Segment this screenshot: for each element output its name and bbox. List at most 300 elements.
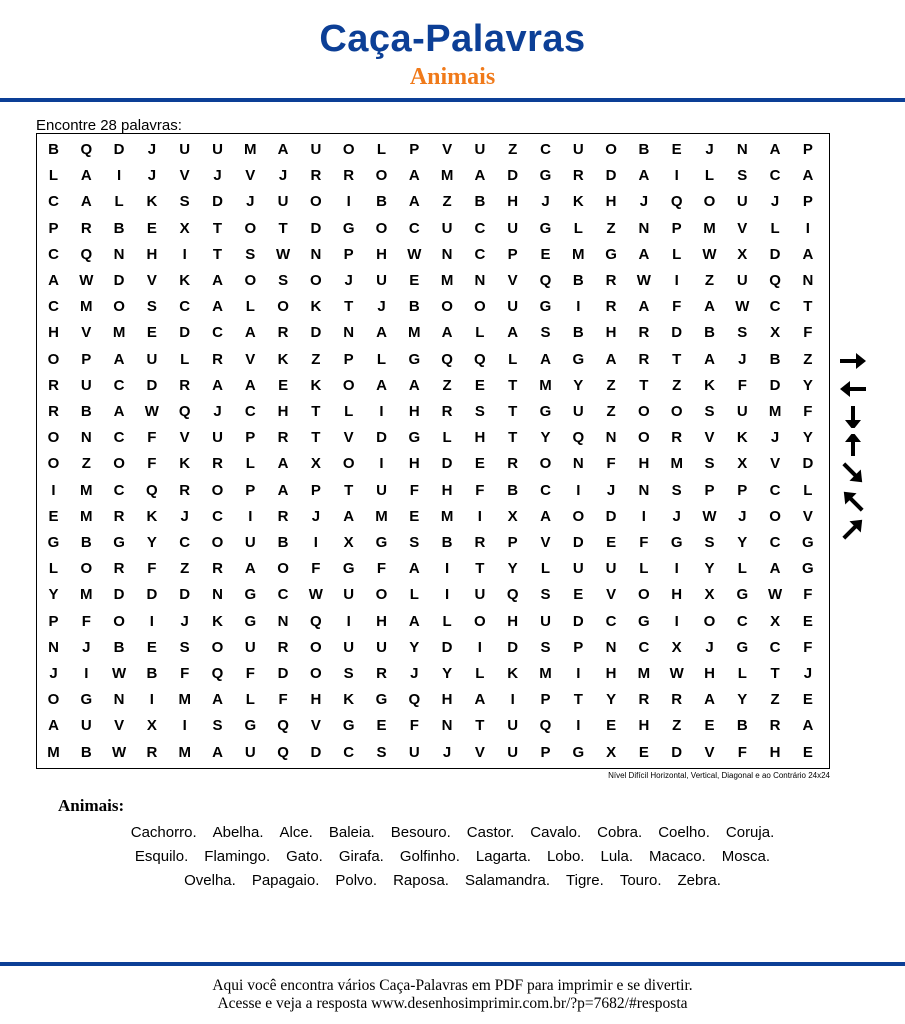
grid-letter: N [212,586,223,604]
grid-row [37,294,829,320]
grid-letter: G [80,691,93,709]
grid-letter: T [508,403,518,420]
grid-letter: A [212,298,223,316]
grid-letter: N [441,717,453,735]
word-item: Touro. [619,872,662,889]
grid-letter: I [576,298,581,316]
grid-letter: Y [606,691,617,709]
grid-letter: J [442,743,452,761]
grid-row [37,216,829,242]
grid-letter: R [146,743,158,761]
grid-letter: D [376,429,387,447]
grid-letter: X [310,455,321,473]
grid-row [37,530,829,556]
word-search-grid [36,133,830,769]
grid-letter: H [441,691,453,709]
grid-letter: R [441,403,453,420]
grid-letter: T [508,429,518,447]
grid-letter: Z [442,376,452,394]
grid-letter: G [736,638,749,656]
grid-letter: I [477,507,482,525]
grid-letter: O [539,455,552,473]
grid-letter: L [540,560,551,578]
grid-letter: K [212,612,223,630]
grid-letter: S [704,403,715,420]
grid-letter: U [376,272,387,289]
grid-letter: R [113,560,125,578]
grid-letter: D [441,455,453,473]
grid-letter: C [179,298,191,316]
grid-letter: O [310,665,322,682]
grid-letter: A [48,717,59,735]
grid-letter: D [179,324,191,342]
grid-letter: R [638,324,650,342]
grid-letter: M [47,743,60,761]
grid-letter: M [703,219,716,237]
grid-letter: A [638,245,650,263]
grid-letter: Z [606,219,616,237]
grid-letter: R [212,560,223,578]
grid-letter: O [244,219,257,237]
grid-letter: N [605,638,617,656]
grid-letter: L [704,167,715,185]
grid-letter: E [376,717,387,735]
grid-letter: K [179,272,191,289]
grid-letter: A [507,324,519,342]
grid-letter: N [277,612,289,630]
footer-line-2: Acesse e veja a resposta www.desenhosimprimir.com.br/?p=7682/#resposta [217,995,688,1012]
grid-letter: J [246,193,255,211]
grid-letter: B [277,534,289,551]
grid-letter: U [80,376,92,394]
grid-letter: O [375,167,388,185]
grid-letter: A [408,612,420,630]
grid-letter: Y [409,638,420,656]
grid-letter: P [409,141,420,158]
grid-letter: U [80,717,92,735]
grid-letter: F [409,717,419,735]
grid-letter: A [802,717,814,735]
grid-letter: C [474,219,486,237]
grid-letter: P [737,481,748,499]
grid-letter: D [113,586,125,604]
grid-letter: B [408,298,420,316]
grid-letter: E [540,245,551,263]
grid-letter: I [674,272,679,289]
grid-letter: O [80,560,93,578]
word-list-line-1 [0,824,905,841]
grid-letter: I [576,481,581,499]
grid-row [37,556,829,582]
grid-letter: B [376,193,387,211]
grid-letter: A [408,193,420,211]
grid-letter: Y [442,665,453,682]
grid-letter: I [641,507,646,525]
arrow-right-icon [836,350,870,372]
grid-letter: G [539,403,552,420]
grid-letter: U [244,534,256,551]
grid-letter: V [540,534,551,551]
grid-letter: G [572,743,585,761]
grid-letter: Q [539,272,552,289]
grid-letter: W [407,245,422,263]
grid-letter: Q [310,612,322,630]
arrow-down-right-icon [836,462,870,484]
grid-letter: V [81,324,92,342]
grid-letter: C [113,429,125,447]
grid-letter: U [736,272,748,289]
grid-row [37,320,829,346]
grid-letter: J [738,350,747,368]
word-item: Besouro. [390,824,451,841]
grid-letter: L [737,665,747,682]
grid-letter: A [704,350,715,368]
grid-letter: S [737,324,748,342]
grid-letter: V [343,429,354,447]
grid-letter: Z [672,376,682,394]
grid-letter: A [605,350,617,368]
grid-letter: R [376,665,387,682]
grid-letter: U [441,219,453,237]
grid-letter: J [705,638,714,656]
grid-letter: V [146,272,157,289]
grid-letter: S [343,665,354,682]
grid-letter: B [80,534,92,551]
word-item: Girafa. [338,848,384,865]
grid-letter: W [768,586,783,604]
grid-letter: R [671,691,683,709]
grid-letter: V [704,429,715,447]
word-item: Macaco. [649,848,706,865]
grid-letter: M [80,298,93,316]
grid-letter: W [112,665,127,682]
grid-letter: D [605,167,617,185]
grid-letter: A [212,272,223,289]
grid-letter: S [474,403,485,420]
grid-letter: A [277,481,289,499]
grid-letter: L [48,560,59,578]
grid-row [37,425,829,451]
grid-letter: D [146,376,158,394]
grid-letter: D [310,324,322,342]
grid-letter: E [474,376,485,394]
grid-letter: G [342,219,355,237]
grid-letter: A [48,272,59,289]
grid-letter: O [113,612,125,630]
grid-letter: H [277,403,289,420]
word-list-heading: Animais: [58,796,125,815]
grid-letter: A [704,298,715,316]
grid-letter: U [179,141,191,158]
grid-letter: R [638,691,650,709]
grid-row [37,635,829,661]
grid-letter: K [572,193,584,211]
grid-letter: L [114,193,124,211]
grid-letter: N [638,481,650,499]
grid-letter: E [704,717,715,735]
grid-letter: R [343,167,355,185]
grid-letter: M [637,665,651,682]
grid-letter: L [245,455,255,473]
grid-letter: E [606,717,617,735]
grid-letter: X [770,612,781,630]
grid-letter: M [539,665,552,682]
grid-letter: O [47,691,60,709]
grid-row [37,163,829,189]
grid-letter: H [704,665,715,682]
grid-letter: F [180,665,190,682]
grid-letter: Q [539,717,552,735]
grid-letter: Z [803,350,813,368]
grid-letter: U [408,743,420,761]
grid-letter: A [441,324,453,342]
word-item: Golfinho. [399,848,460,865]
grid-letter: R [277,429,289,447]
grid-row [37,242,829,268]
grid-letter: I [379,403,384,420]
grid-letter: O [342,455,355,473]
grid-row [37,609,829,635]
grid-letter: U [507,298,519,316]
grid-letter: G [342,560,355,578]
grid-row [37,504,829,530]
grid-letter: F [803,324,813,342]
grid-letter: I [313,534,318,551]
grid-letter: E [802,743,813,761]
grid-letter: G [244,586,257,604]
grid-letter: F [311,560,321,578]
grid-letter: X [343,534,354,551]
grid-letter: O [47,455,60,473]
grid-letter: Q [474,350,486,368]
grid-letter: M [244,141,257,158]
grid-letter: D [769,245,781,263]
grid-letter: P [802,193,813,211]
grid-letter: I [117,167,122,185]
grid-letter: A [474,167,486,185]
grid-letter: V [606,586,617,604]
grid-letter: I [182,717,187,735]
grid-letter: T [508,376,518,394]
grid-letter: J [213,167,222,185]
grid-letter: G [375,691,388,709]
grid-letter: U [343,638,355,656]
grid-letter: H [605,324,617,342]
grid-letter: H [507,193,519,211]
grid-letter: R [212,455,223,473]
word-item: Mosca. [721,848,771,865]
grid-letter: L [639,560,649,578]
grid-letter: D [113,141,125,158]
grid-letter: E [146,219,157,237]
grid-letter: S [540,324,551,342]
grid-letter: R [277,507,289,525]
grid-letter: G [408,350,421,368]
grid-letter: A [376,376,387,394]
grid-letter: A [244,560,256,578]
grid-letter: N [638,219,650,237]
grid-letter: M [408,324,421,342]
grid-letter: H [671,586,683,604]
word-item: Tigre. [566,872,604,889]
grid-letter: P [573,638,584,656]
grid-letter: Z [81,455,91,473]
grid-letter: Y [507,560,518,578]
word-item: Esquilo. [134,848,189,865]
grid-letter: M [112,324,126,342]
grid-letter: N [441,245,453,263]
grid-letter: T [475,560,485,578]
grid-letter: E [146,638,157,656]
grid-letter: J [213,403,222,420]
grid-letter: D [310,743,322,761]
grid-letter: L [48,167,59,185]
grid-letter: L [672,245,682,263]
grid-letter: S [376,743,387,761]
grid-letter: J [377,298,386,316]
grid-letter: E [802,691,813,709]
grid-letter: V [507,272,518,289]
grid-letter: O [47,350,60,368]
grid-letter: C [769,638,781,656]
grid-letter: N [572,455,584,473]
grid-letter: M [670,455,683,473]
grid-letter: G [539,298,552,316]
grid-letter: K [179,455,191,473]
page-subtitle: Animais [409,64,496,90]
grid-letter: H [376,245,387,263]
grid-letter: P [802,141,813,158]
grid-letter: T [475,717,485,735]
grid-letter: I [248,507,253,525]
grid-letter: N [113,245,125,263]
grid-letter: U [474,141,486,158]
grid-letter: R [48,403,59,420]
grid-letter: E [573,586,584,604]
grid-letter: L [245,691,255,709]
grid-letter: J [82,638,91,656]
grid-letter: K [343,691,355,709]
grid-letter: E [638,743,649,761]
grid-letter: R [113,507,125,525]
grid-letter: J [770,429,780,447]
grid-letter: H [638,717,650,735]
grid-letter: Q [211,665,224,682]
grid-letter: W [144,403,159,420]
grid-letter: A [408,560,420,578]
grid-letter: J [180,612,189,630]
grid-letter: N [802,272,814,289]
grid-letter: F [147,455,157,473]
grid-letter: D [671,743,683,761]
grid-letter: G [736,586,749,604]
grid-letter: I [477,638,482,656]
grid-letter: M [539,376,552,394]
word-item: Papagaio. [251,872,320,889]
grid-letter: P [507,534,518,551]
grid-letter: N [605,429,617,447]
footer-line-1: Aqui você encontra vários Caça-Palavras em PDF para imprimir e se divertir. [212,977,693,994]
grid-letter: X [671,638,682,656]
grid-letter: C [48,298,59,316]
grid-letter: S [704,534,715,551]
grid-letter: L [737,560,747,578]
grid-letter: L [475,665,485,682]
grid-letter: O [670,403,683,420]
grid-letter: H [408,455,420,473]
grid-letter: O [441,298,453,316]
grid-letter: F [803,638,813,656]
grid-letter: T [770,665,780,682]
grid-row [37,189,829,215]
grid-letter: U [277,193,289,211]
grid-letter: I [674,560,679,578]
grid-letter: G [375,534,388,551]
grid-letter: V [114,717,125,735]
grid-letter: O [310,638,322,656]
grid-letter: M [440,167,454,185]
grid-letter: T [278,219,288,237]
grid-letter: C [638,638,650,656]
grid-letter: O [605,141,617,158]
grid-letter: Q [506,586,519,604]
grid-letter: Y [704,560,715,578]
grid-letter: C [244,403,256,420]
grid-letter: O [277,560,289,578]
grid-letter: R [48,376,59,394]
grid-letter: B [704,324,715,342]
grid-letter: Q [80,141,93,158]
grid-letter: P [48,219,59,237]
grid-letter: J [738,507,747,525]
grid-row [37,137,829,163]
grid-letter: O [113,298,125,316]
grid-letter: B [736,717,748,735]
grid-letter: R [671,429,683,447]
grid-letter: X [606,743,617,761]
grid-letter: O [211,638,224,656]
grid-letter: H [474,429,486,447]
grid-letter: I [182,245,187,263]
grid-letter: P [507,245,518,263]
grid-letter: A [80,193,92,211]
grid-letter: O [342,141,355,158]
word-item: Alce. [279,824,313,841]
grid-letter: S [671,481,682,499]
grid-letter: U [146,350,158,368]
grid-letter: P [540,743,551,761]
grid-letter: B [80,403,92,420]
grid-letter: O [47,429,60,447]
grid-letter: P [671,219,682,237]
word-item: Lagarta. [475,848,531,865]
grid-letter: Y [737,691,748,709]
grid-letter: O [211,534,224,551]
grid-letter: U [343,586,355,604]
word-list-line-3 [0,872,905,889]
grid-letter: B [441,534,453,551]
grid-letter: U [474,586,486,604]
grid-letter: O [342,376,355,394]
grid-letter: Q [178,403,191,420]
grid-letter: X [737,245,748,263]
grid-letter: C [212,507,223,525]
grid-row [37,478,829,504]
grid-letter: O [474,612,486,630]
grid-letter: E [671,141,682,158]
grid-letter: A [638,167,650,185]
grid-letter: W [735,298,750,316]
